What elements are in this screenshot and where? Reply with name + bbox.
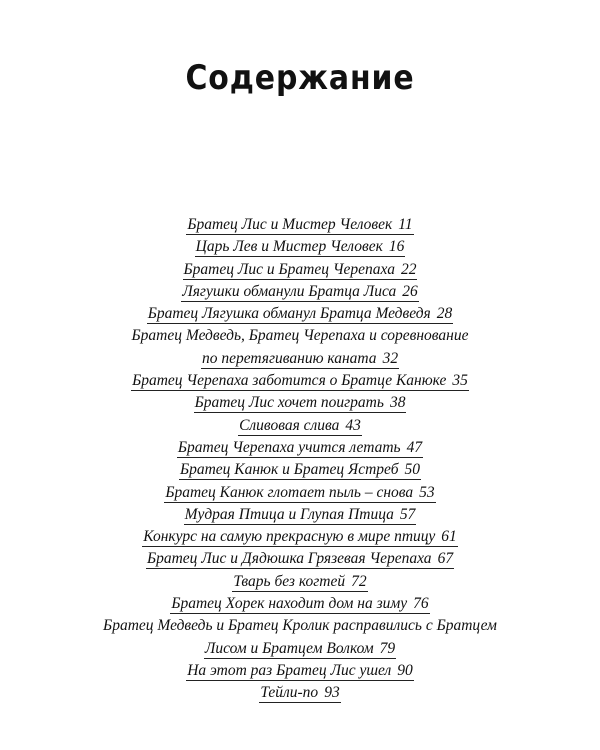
toc-entry[interactable] <box>0 236 600 258</box>
toc-entry-title: На этот раз Братец Лис ушел <box>187 661 392 679</box>
toc-entry[interactable] <box>0 482 600 504</box>
toc-entry-page: 22 <box>400 260 417 278</box>
toc-entry-title: Братец Хорек находит дом на зиму <box>171 595 408 613</box>
toc-entry-title: по перетягиванию каната <box>201 349 377 367</box>
toc-entry-page: 16 <box>388 238 405 256</box>
toc-entry-page: 47 <box>406 438 423 456</box>
toc-entry-page: 26 <box>402 282 418 300</box>
toc-entry[interactable] <box>0 459 600 481</box>
toc-entry[interactable] <box>0 638 600 660</box>
toc-entry-title: Конкурс на самую прекрасную в мире птицу <box>143 528 436 546</box>
toc-entry[interactable] <box>0 615 600 637</box>
toc-entry-title: Царь Лев и Мистер Человек <box>195 238 383 256</box>
toc-entry-page: 50 <box>404 461 421 479</box>
toc-entry[interactable] <box>0 660 600 682</box>
toc-entry-page: 53 <box>419 483 435 501</box>
toc-entry[interactable] <box>0 415 600 437</box>
toc-entry-title: Тварь без когтей <box>233 572 346 590</box>
toc-entry-title: Братец Канюк глотает пыль – снова <box>165 483 414 501</box>
toc-entry-page: 67 <box>437 550 454 568</box>
toc-entry[interactable] <box>0 593 600 615</box>
toc-entry-page: 61 <box>441 528 457 546</box>
toc-entry[interactable] <box>0 303 600 325</box>
toc-entry-title: Братец Лис хочет поиграть <box>194 394 384 412</box>
toc-entry-title: Братец Черепаха заботится о Братце Канюке <box>132 372 447 390</box>
toc-entry[interactable] <box>0 259 600 281</box>
toc-entry-page: 32 <box>382 349 399 367</box>
toc-entry-page: 57 <box>399 505 416 523</box>
toc-entry-title: Братец Лис и Мистер Человек <box>187 216 393 233</box>
toc-entry[interactable] <box>0 571 600 593</box>
toc-entry-title: Мудрая Птица и Глупая Птица <box>184 505 394 523</box>
toc-entry-page: 76 <box>413 595 429 613</box>
toc-entry[interactable] <box>0 548 600 570</box>
toc-entry-title: Братец Канюк и Братец Ястреб <box>179 461 399 479</box>
toc-entry-title: Братец Лис и Дядюшка Грязевая Черепаха <box>146 550 432 568</box>
toc-entry[interactable] <box>0 348 600 370</box>
toc-entry-page: 11 <box>398 216 413 233</box>
toc-entry-page: 79 <box>379 639 396 657</box>
toc-entry[interactable] <box>0 437 600 459</box>
toc-entry[interactable] <box>0 682 600 704</box>
toc-entry-title: Тейли-по <box>260 684 319 702</box>
toc-entry-title: Лисом и Братцем Волком <box>204 639 374 657</box>
toc-entry-page: 35 <box>452 372 468 390</box>
toc-entry-title: Братец Медведь, Братец Черепаха и соревнование <box>131 327 469 345</box>
toc-entry[interactable] <box>0 526 600 548</box>
toc-entry-page: 38 <box>389 394 406 412</box>
toc-entry-title: Сливовая слива <box>239 416 340 434</box>
toc-entry[interactable] <box>0 325 600 347</box>
toc-entry[interactable] <box>0 504 600 526</box>
page-title: Содержание <box>185 58 415 98</box>
toc-entry-page: 93 <box>324 684 340 702</box>
toc-entry[interactable] <box>0 370 600 392</box>
toc-entry-title: Братец Лис и Братец Черепаха <box>183 260 395 278</box>
toc-entry-title: Братец Медведь и Братец Кролик расправились с Братцем <box>103 617 497 635</box>
toc-entry[interactable] <box>0 214 600 236</box>
toc-entry[interactable] <box>0 392 600 414</box>
toc-entry-page: 28 <box>436 305 453 323</box>
toc-entry-page: 43 <box>345 416 361 434</box>
toc-entry[interactable] <box>0 281 600 303</box>
toc-entry-title: Лягушки обманули Братца Лиса <box>182 282 397 300</box>
toc-entry-title: Братец Лягушка обманул Братца Медведя <box>147 305 431 323</box>
table-of-contents <box>0 214 600 705</box>
toc-entry-title: Братец Черепаха учится летать <box>177 438 401 456</box>
toc-entry-page: 90 <box>397 661 413 679</box>
toc-entry-page: 72 <box>351 572 367 590</box>
